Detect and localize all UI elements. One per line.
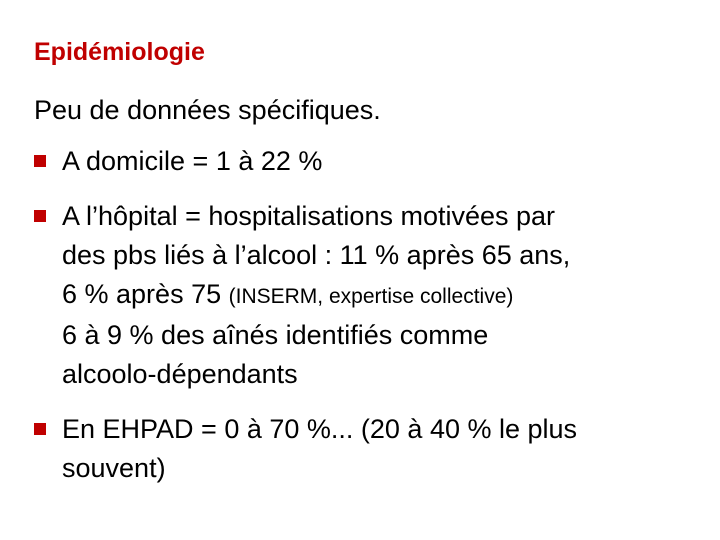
bullet-item-domicile — [34, 142, 694, 181]
bullet-line: En EHPAD = 0 à 70 %... (20 à 40 % le plus — [62, 414, 578, 444]
intro-text: Peu de données spécifiques. — [34, 95, 381, 125]
square-bullet-icon — [34, 210, 46, 222]
bullet-line: 6 à 9 % des aînés identifiés comme — [62, 320, 489, 350]
source-citation: (INSERM, expertise collective) — [228, 285, 514, 308]
bullet-line: A domicile = 1 à 22 % — [62, 146, 323, 176]
bullet-line: alcoolo-dépendants — [62, 359, 298, 389]
square-bullet-icon — [34, 155, 46, 167]
bullet-line: souvent) — [62, 453, 166, 483]
bullet-line: A l’hôpital = hospitalisations motivées par — [62, 201, 556, 231]
slide-title: Epidémiologie — [34, 38, 205, 66]
bullet-line-with-source — [62, 275, 694, 316]
bullet-item-ehpad — [34, 410, 694, 488]
bullet-line: 6 % après 75 — [62, 279, 222, 309]
square-bullet-icon — [34, 423, 46, 435]
bullet-list — [34, 142, 694, 488]
bullet-item-hopital — [34, 197, 694, 394]
bullet-line: des pbs liés à l’alcool : 11 % après 65 ans, — [62, 240, 571, 270]
